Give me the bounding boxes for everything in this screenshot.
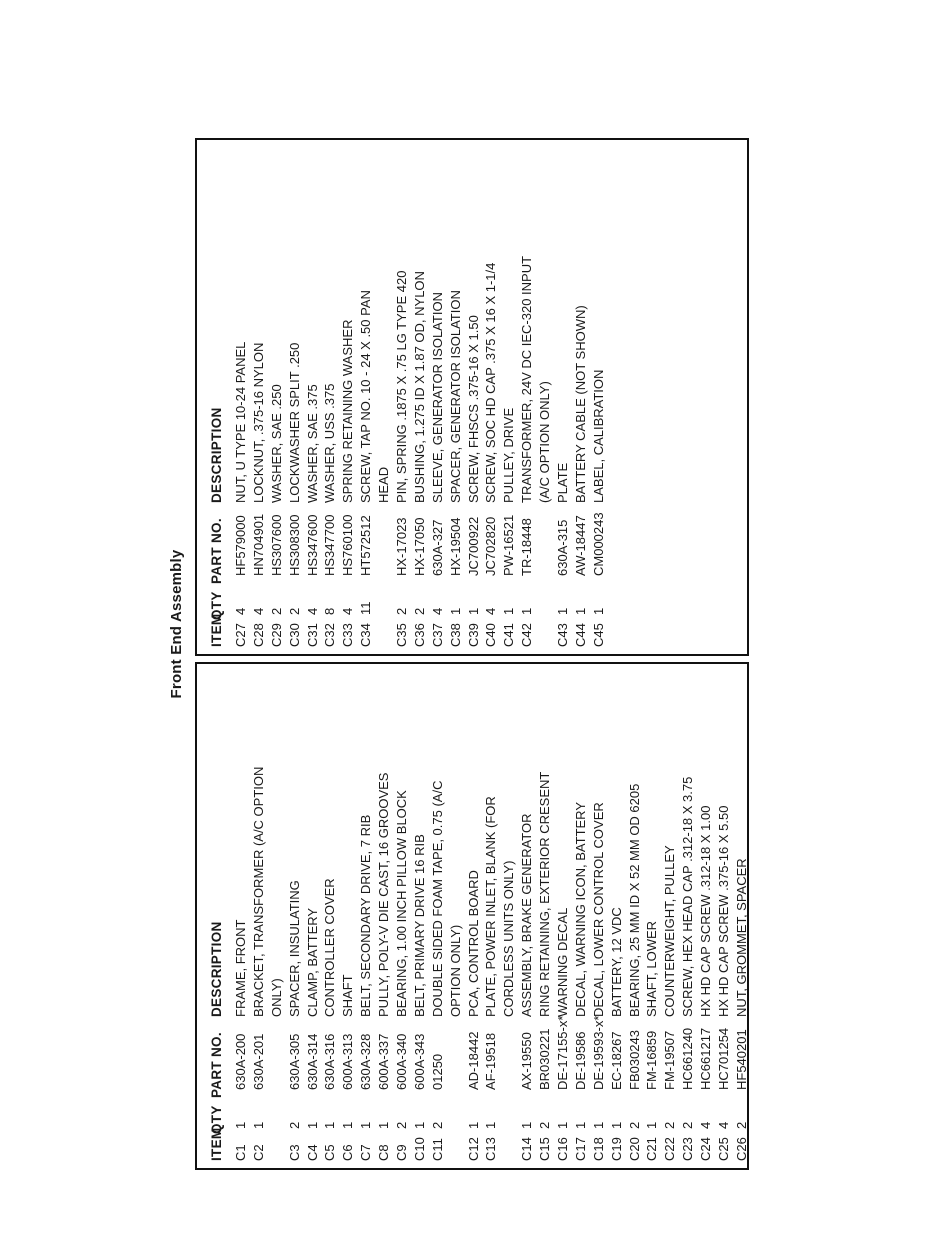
qty-cell: 1 — [465, 607, 481, 615]
qty-cell: 2 — [680, 1121, 696, 1129]
table-row — [572, 140, 590, 654]
part-no-cell: 630A-316 — [322, 1033, 338, 1090]
item-cell: C19 — [608, 1137, 624, 1161]
qty-cell: 1 — [483, 1121, 499, 1129]
item-cell: C30 — [286, 623, 302, 647]
item-cell: C36 — [411, 623, 427, 647]
qty-cell: 1 — [358, 1121, 374, 1129]
part-no-cell: HC701254 — [716, 1027, 732, 1090]
part-no-cell: AW-18447 — [572, 515, 588, 576]
item-cell: C5 — [322, 1144, 338, 1161]
table-row — [429, 664, 447, 1168]
item-cell: C9 — [394, 1144, 410, 1161]
item-cell: C13 — [483, 1137, 499, 1161]
table-row — [500, 140, 518, 654]
item-cell: C33 — [340, 623, 356, 647]
qty-cell: 8 — [322, 607, 338, 615]
table-row — [661, 664, 679, 1168]
description-cell: SPRING RETAINING WASHER — [340, 319, 356, 503]
description-cell: CORDLESS UNITS ONLY) — [501, 860, 517, 1017]
table-row — [321, 664, 339, 1168]
table-row — [626, 664, 644, 1168]
description-cell: BEARING, 25 MM ID X 52 MM OD 6205 — [626, 783, 642, 1017]
table-row — [375, 140, 393, 654]
rows-left — [232, 664, 751, 1168]
table-row — [554, 140, 572, 654]
item-cell: C16 — [555, 1137, 571, 1161]
qty-cell: 1 — [447, 607, 463, 615]
header-qty: QTY — [209, 1105, 224, 1134]
description-cell: NUT, GROMMET, SPACER — [733, 858, 749, 1017]
description-cell: TRANSFORMER, 24V DC IEC-320 INPUT — [519, 255, 535, 503]
table-row — [393, 140, 411, 654]
table-row — [429, 140, 447, 654]
qty-cell: 1 — [233, 1121, 248, 1129]
description-cell: SHAFT — [340, 974, 356, 1017]
part-no-cell: PW-16521 — [501, 514, 517, 576]
part-no-cell: HS760100 — [340, 514, 356, 576]
item-cell: C32 — [322, 623, 338, 647]
qty-cell: 2 — [286, 607, 302, 615]
table-row — [304, 664, 322, 1168]
item-cell: C7 — [358, 1144, 374, 1161]
item-cell: C14 — [519, 1137, 535, 1161]
part-no-cell: DE-19586 — [572, 1031, 588, 1090]
description-cell: WARNING DECAL — [555, 907, 571, 1017]
description-cell: ONLY) — [268, 978, 284, 1017]
part-no-cell: 01250 — [429, 1053, 445, 1090]
qty-cell: 2 — [733, 1121, 749, 1129]
qty-cell: 4 — [304, 607, 320, 615]
part-no-cell: AD-18442 — [465, 1031, 481, 1090]
qty-cell: 4 — [483, 607, 499, 615]
table-row — [304, 140, 322, 654]
qty-cell: 2 — [662, 1121, 678, 1129]
header-qty: QTY — [209, 591, 224, 620]
table-row — [697, 664, 715, 1168]
item-cell: C23 — [680, 1137, 696, 1161]
item-cell: C1 — [233, 1144, 248, 1161]
table-row — [357, 140, 375, 654]
table-row — [232, 140, 250, 654]
description-cell: OPTION ONLY) — [447, 924, 463, 1017]
qty-cell: 1 — [340, 1121, 356, 1129]
item-cell: C42 — [519, 623, 535, 647]
description-cell: LABEL, CALIBRATION — [590, 369, 606, 503]
table-row — [286, 664, 304, 1168]
item-cell: C45 — [590, 623, 606, 647]
table-row — [232, 664, 250, 1168]
header-description: DESCRIPTION — [209, 407, 224, 503]
part-no-cell: 600A-337 — [376, 1033, 392, 1090]
table-row — [679, 664, 697, 1168]
part-no-cell: BR030221 — [537, 1028, 553, 1090]
header-item: ITEM — [209, 1127, 224, 1161]
description-cell: SCREW, HEX HEAD CAP .312-18 X 3.75 — [680, 776, 696, 1017]
qty-cell: 1 — [572, 1121, 588, 1129]
part-no-cell: AF-19518 — [483, 1032, 499, 1090]
table-row — [375, 664, 393, 1168]
qty-cell: 2 — [626, 1121, 642, 1129]
item-cell: C15 — [537, 1137, 553, 1161]
item-cell: C24 — [698, 1137, 714, 1161]
table-row — [554, 664, 572, 1168]
qty-cell: 2 — [429, 1121, 445, 1129]
qty-cell: 1 — [590, 1121, 606, 1129]
qty-cell: 11 — [358, 601, 374, 615]
table-row — [536, 140, 554, 654]
description-cell: BELT, SECONDARY DRIVE, 7 RIB — [358, 814, 374, 1017]
table-row — [411, 140, 429, 654]
description-cell: (A/C OPTION ONLY) — [537, 381, 553, 503]
item-cell: C18 — [590, 1137, 606, 1161]
parts-table-left — [195, 662, 749, 1170]
description-cell: FRAME, FRONT — [233, 919, 248, 1017]
part-no-cell: AX-19550 — [519, 1032, 535, 1090]
description-cell: WASHER, SAE .250 — [268, 384, 284, 503]
qty-cell: 2 — [268, 607, 284, 615]
description-cell: BATTERY, 12 VDC — [608, 907, 624, 1017]
part-no-cell: HF579000 — [233, 515, 248, 576]
part-no-cell: 600A-313 — [340, 1033, 356, 1090]
part-no-cell: FB030243 — [626, 1030, 642, 1090]
part-no-cell: 630A-327 — [429, 519, 445, 576]
part-no-cell: 630A-315 — [555, 519, 571, 576]
qty-cell: 4 — [250, 607, 266, 615]
qty-cell: 4 — [340, 607, 356, 615]
table-row — [339, 664, 357, 1168]
qty-cell: 1 — [572, 607, 588, 615]
part-no-cell: HS347700 — [322, 514, 338, 576]
table-row — [321, 140, 339, 654]
table-row — [357, 664, 375, 1168]
item-cell: C6 — [340, 1144, 356, 1161]
table-row — [500, 664, 518, 1168]
part-no-cell: 630A-328 — [358, 1033, 374, 1090]
description-cell: WASHER, USS .375 — [322, 383, 338, 503]
description-cell: PLATE, POWER INLET, BLANK (FOR — [483, 796, 499, 1017]
description-cell: DECAL, LOWER CONTROL COVER — [590, 802, 606, 1017]
description-cell: LOCKNUT, .375-16 NYLON — [250, 342, 266, 503]
qty-cell: 4 — [716, 1121, 732, 1129]
header-item: ITEM — [209, 613, 224, 647]
table-row — [590, 664, 608, 1168]
item-cell: C22 — [662, 1137, 678, 1161]
table-row — [393, 664, 411, 1168]
description-cell: BELT, PRIMARY DRIVE 16 RIB — [411, 834, 427, 1017]
part-no-cell: HX-17023 — [394, 517, 410, 576]
qty-cell: 1 — [465, 1121, 481, 1129]
item-cell: C4 — [304, 1144, 320, 1161]
table-row — [482, 664, 500, 1168]
description-cell: ASSEMBLY, BRAKE GENERATOR — [519, 813, 535, 1017]
description-cell: BATTERY CABLE (NOT SHOWN) — [572, 305, 588, 503]
description-cell: SHAFT, LOWER — [644, 920, 660, 1017]
description-cell: NUT, U TYPE 10-24 PANEL — [233, 341, 248, 503]
table-row — [447, 664, 465, 1168]
table-row — [536, 664, 554, 1168]
table-row — [411, 664, 429, 1168]
qty-cell: 1 — [411, 1121, 427, 1129]
description-cell: PULLEY, DRIVE — [501, 407, 517, 503]
item-cell: C3 — [286, 1144, 302, 1161]
qty-cell: 1 — [590, 607, 606, 615]
description-cell: PCA, CONTROL BOARD — [465, 870, 481, 1017]
part-no-cell: 630A-305 — [286, 1033, 302, 1090]
item-cell: C35 — [394, 623, 410, 647]
qty-cell: 1 — [519, 1121, 535, 1129]
item-cell: C29 — [268, 623, 284, 647]
item-cell: C34 — [358, 623, 374, 647]
rows-right — [232, 140, 608, 654]
description-cell: COUNTERWEIGHT, PULLEY — [662, 845, 678, 1017]
table-row — [339, 140, 357, 654]
qty-cell: 4 — [698, 1121, 714, 1129]
description-cell: DOUBLE SIDED FOAM TAPE, 0.75 (A/C — [429, 780, 445, 1017]
part-no-cell: TR-18448 — [519, 518, 535, 576]
qty-cell: 2 — [411, 607, 427, 615]
page-title: Front End Assembly — [168, 549, 185, 699]
item-cell: C28 — [250, 623, 266, 647]
part-no-cell: 600A-343 — [411, 1033, 427, 1090]
part-no-cell: HS307600 — [268, 514, 284, 576]
part-no-cell: HC661240 — [680, 1027, 696, 1090]
description-cell: PULLY, POLY-V DIE CAST, 16 GROOVES — [376, 772, 392, 1017]
item-cell: C8 — [376, 1144, 392, 1161]
table-row — [268, 140, 286, 654]
description-cell: HX HD CAP SCREW .375-16 X 5.50 — [716, 805, 732, 1017]
qty-cell: 1 — [250, 1121, 266, 1129]
qty-cell: 2 — [286, 1121, 302, 1129]
description-cell: CLAMP, BATTERY — [304, 907, 320, 1017]
description-cell: WASHER, SAE .375 — [304, 384, 320, 503]
item-cell: C41 — [501, 623, 517, 647]
description-cell: BRACKET, TRANSFORMER (A/C OPTION — [250, 766, 266, 1017]
qty-cell: 1 — [322, 1121, 338, 1129]
description-cell: HEAD — [376, 466, 392, 503]
description-cell: SCREW, SOC HD CAP .375 X 16 X 1-1/4 — [483, 262, 499, 503]
table-row — [643, 664, 661, 1168]
item-cell: C40 — [483, 623, 499, 647]
header-part-no: PART NO. — [209, 1032, 224, 1098]
table-row — [518, 140, 536, 654]
table-row — [250, 664, 268, 1168]
description-cell: DECAL, WARNING ICON, BATTERY — [572, 801, 588, 1017]
qty-cell: 1 — [555, 1121, 571, 1129]
table-row — [572, 664, 590, 1168]
item-cell: C26 — [733, 1137, 749, 1161]
description-cell: RING RETAINING, EXTERIOR CRESENT — [537, 771, 553, 1017]
table-row — [590, 140, 608, 654]
item-cell: C2 — [250, 1144, 266, 1161]
qty-cell: 1 — [304, 1121, 320, 1129]
item-cell: C11 — [429, 1138, 445, 1161]
qty-cell: 1 — [519, 607, 535, 615]
table-row — [518, 664, 536, 1168]
part-no-cell: 630A-314 — [304, 1033, 320, 1090]
table-row — [447, 140, 465, 654]
description-cell: PLATE — [555, 462, 571, 503]
part-no-cell: FM-16859 — [644, 1030, 660, 1090]
item-cell: C31 — [304, 623, 320, 647]
item-cell: C27 — [233, 623, 248, 647]
part-no-cell: 630A-200 — [233, 1033, 248, 1090]
table-row — [250, 140, 268, 654]
part-no-cell: 630A-201 — [250, 1033, 266, 1090]
part-no-cell: JC702820 — [483, 516, 499, 576]
qty-cell: 4 — [233, 607, 248, 615]
parts-table-right — [195, 138, 749, 656]
part-no-cell: HT572512 — [358, 515, 374, 576]
table-row — [733, 664, 751, 1168]
part-no-cell: HX-17050 — [411, 517, 427, 576]
part-no-cell: HS308300 — [286, 514, 302, 576]
item-cell: C12 — [465, 1137, 481, 1161]
qty-cell: 1 — [501, 607, 517, 615]
item-cell: C37 — [429, 623, 445, 647]
description-cell: SCREW, FHSCS .375-16 X 1.50 — [465, 315, 481, 503]
description-cell: SCREW, TAP NO. 10 - 24 X .50 PAN — [358, 290, 374, 503]
description-cell: LOCKWASHER SPLIT .250 — [286, 342, 302, 503]
part-no-cell: 600A-340 — [394, 1033, 410, 1090]
item-cell: C38 — [447, 623, 463, 647]
item-cell: C25 — [716, 1137, 732, 1161]
table-row — [286, 140, 304, 654]
qty-cell: 1 — [608, 1121, 624, 1129]
item-cell: C21 — [644, 1137, 660, 1161]
table-row — [465, 664, 483, 1168]
table-row — [608, 664, 626, 1168]
qty-cell: 4 — [429, 607, 445, 615]
description-cell: PIN, SPRING .1875 X .75 LG TYPE 420 — [394, 270, 410, 503]
part-no-cell: HC661217 — [698, 1027, 714, 1090]
description-cell: CONTROLLER COVER — [322, 878, 338, 1017]
description-cell: SPACER, INSULATING — [286, 880, 302, 1017]
item-cell: C39 — [465, 623, 481, 647]
qty-cell: 2 — [537, 1121, 553, 1129]
part-no-cell: DE-17155-x* — [555, 1015, 571, 1090]
qty-cell: 2 — [394, 607, 410, 615]
item-cell: C10 — [411, 1137, 427, 1161]
item-cell: C20 — [626, 1137, 642, 1161]
description-cell: HX HD CAP SCREW .312-18 X 1.00 — [698, 805, 714, 1017]
description-cell: SLEEVE, GENERATOR ISOLATION — [429, 292, 445, 503]
part-no-cell: HF540201 — [733, 1029, 749, 1090]
part-no-cell: EC-18267 — [608, 1031, 624, 1090]
part-no-cell: FM-19507 — [662, 1030, 678, 1090]
header-part-no: PART NO. — [209, 518, 224, 584]
table-row — [482, 140, 500, 654]
table-row — [268, 664, 286, 1168]
part-no-cell: HS347600 — [304, 514, 320, 576]
item-cell: C43 — [555, 623, 571, 647]
description-cell: SPACER, GENERATOR ISOLATION — [447, 290, 463, 503]
qty-cell: 1 — [376, 1121, 392, 1129]
description-cell: BEARING, 1.00 INCH PILLOW BLOCK — [394, 790, 410, 1017]
qty-cell: 2 — [394, 1121, 410, 1129]
description-cell: BUSHING, 1.275 ID X 1.87 OD, NYLON — [411, 271, 427, 503]
part-no-cell: HN704901 — [250, 513, 266, 576]
item-cell: C17 — [572, 1137, 588, 1161]
part-no-cell: HX-19504 — [447, 517, 463, 576]
qty-cell: 1 — [644, 1121, 660, 1129]
item-cell: C44 — [572, 623, 588, 647]
part-no-cell: DE-19593-x* — [590, 1015, 606, 1090]
part-no-cell: CM000243 — [590, 512, 606, 576]
qty-cell: 1 — [555, 607, 571, 615]
header-description: DESCRIPTION — [209, 921, 224, 1017]
part-no-cell: JC700922 — [465, 516, 481, 576]
table-row — [465, 140, 483, 654]
table-row — [715, 664, 733, 1168]
